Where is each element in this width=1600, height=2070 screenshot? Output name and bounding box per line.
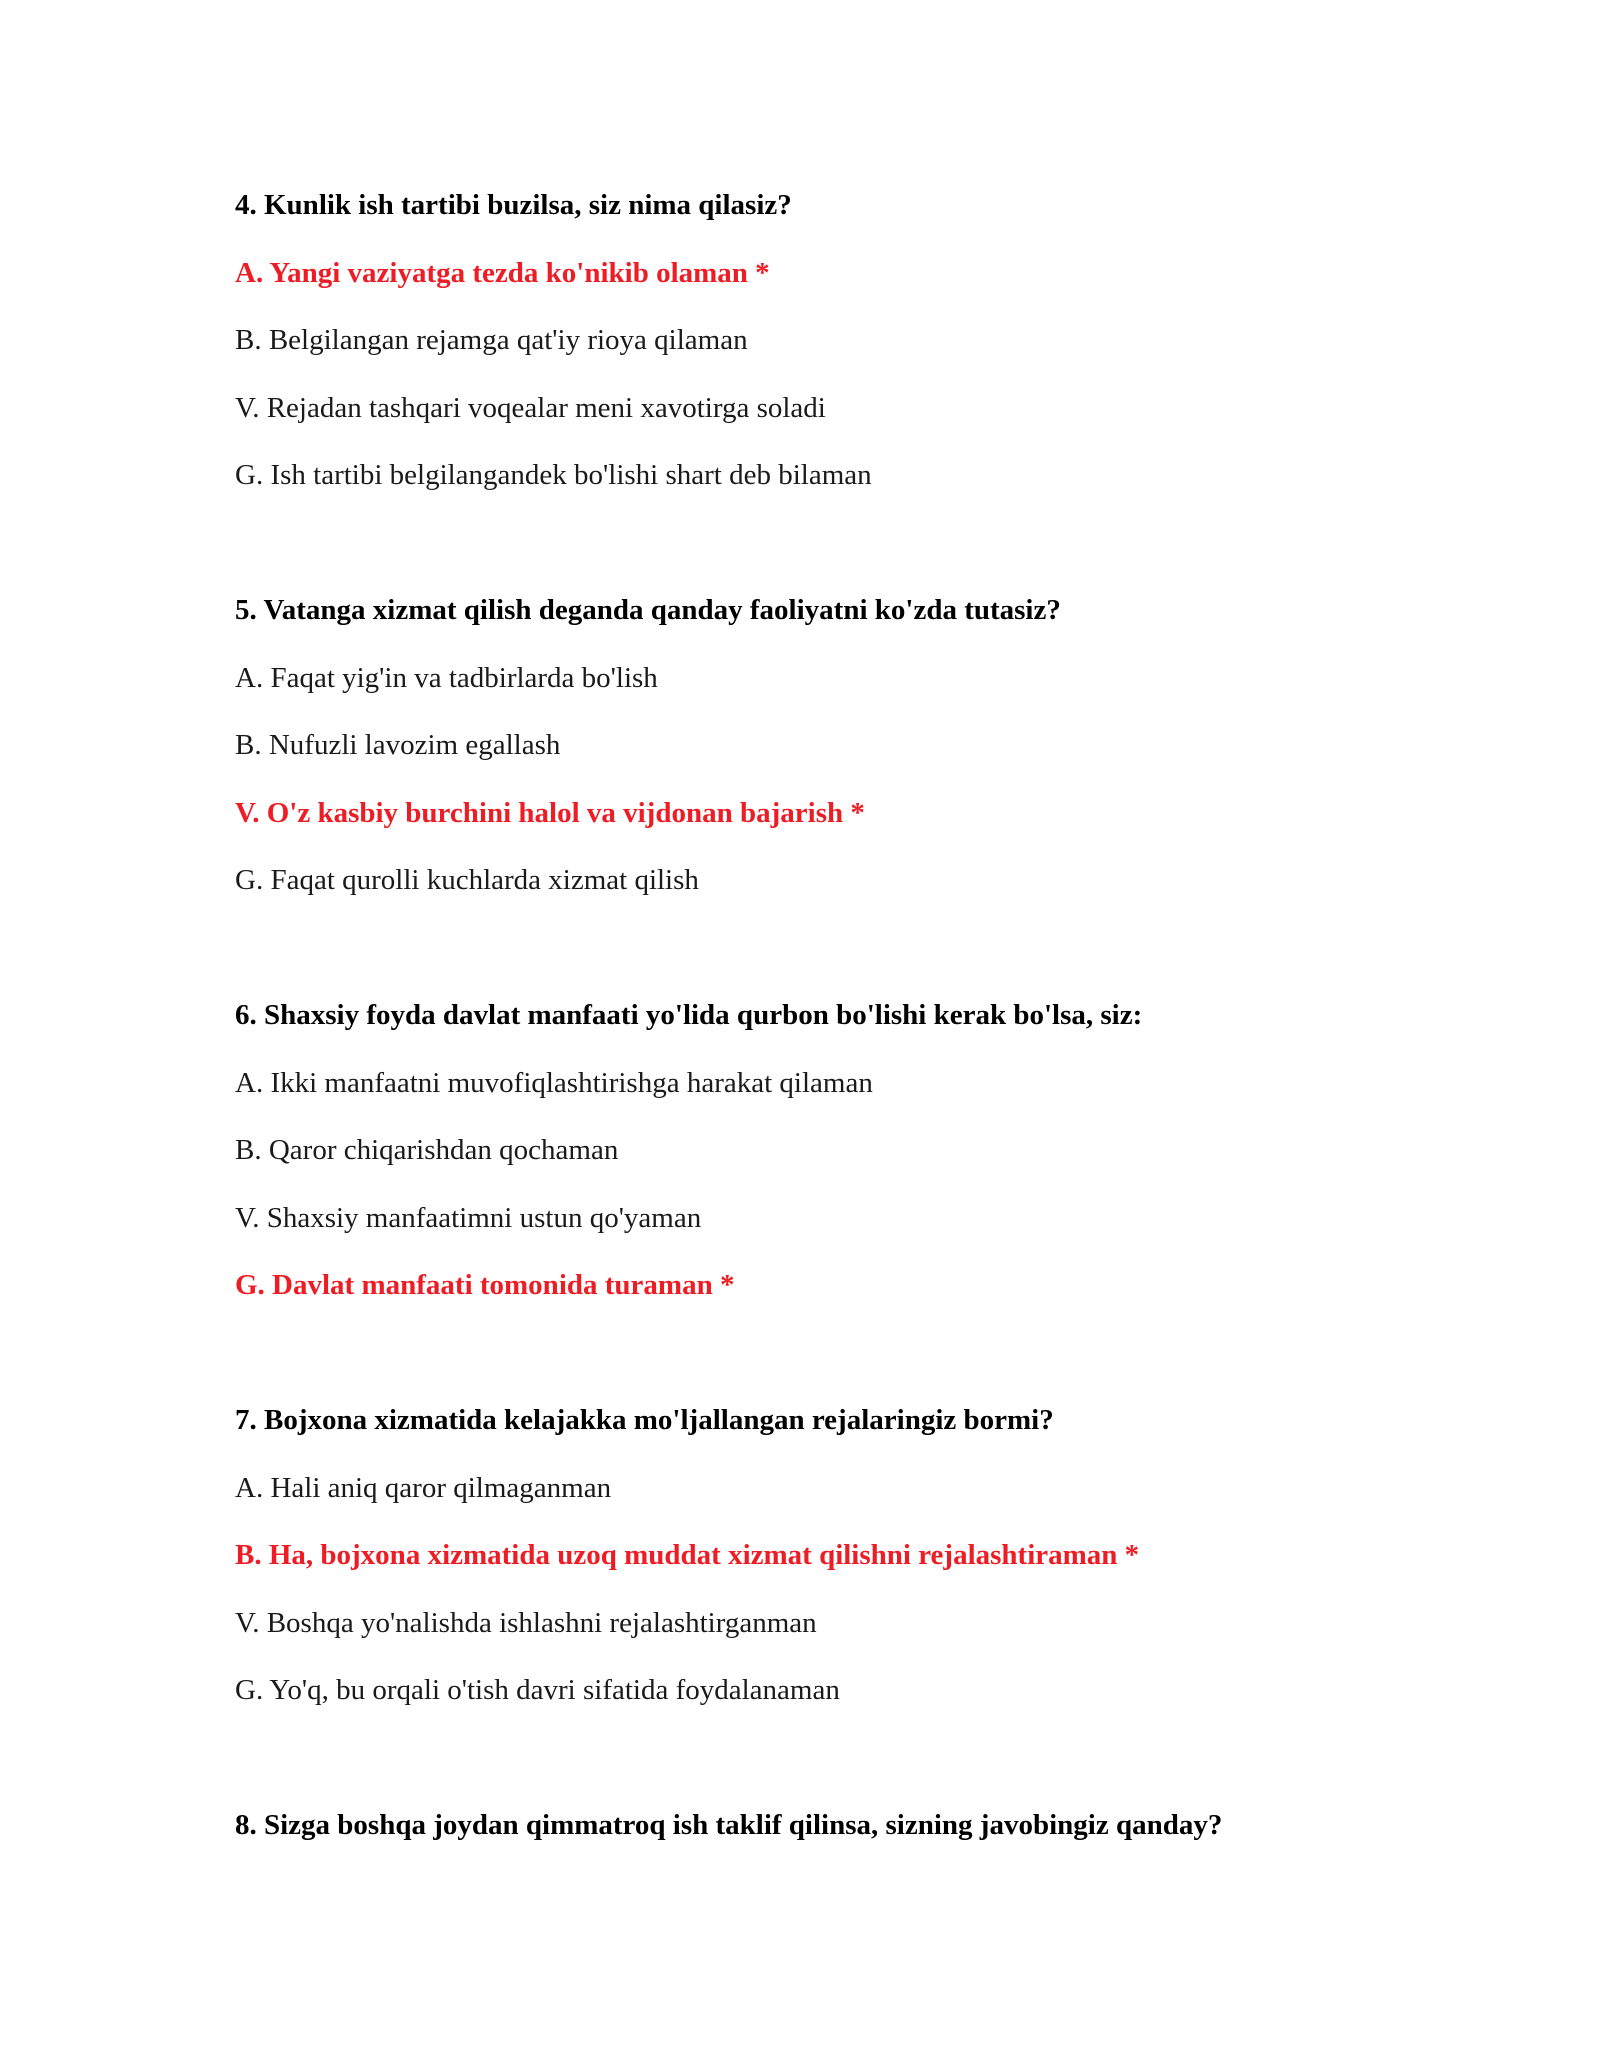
option: G. Ish tartibi belgilangandek bo'lishi shart deb bilaman	[235, 459, 872, 491]
option-correct: V. O'z kasbiy burchini halol va vijdonan bajarish *	[235, 796, 865, 829]
option: V. Rejadan tashqari voqealar meni xavotirga soladi	[235, 391, 826, 424]
option: B. Nufuzli lavozim egallash	[235, 729, 561, 761]
option: V. Boshqa yo'nalishda ishlashni rejalashtirganman	[235, 1606, 817, 1639]
question-title: 8. Sizga boshqa joydan qimmatroq ish taklif qilinsa, sizning javobingiz qanday?	[235, 1809, 1223, 1841]
option: B. Belgilangan rejamga qat'iy rioya qilaman	[235, 324, 748, 356]
question-block-5	[235, 577, 1435, 915]
option: A. Hali aniq qaror qilmaganman	[235, 1471, 612, 1504]
question-title: 6. Shaxsiy foyda davlat manfaati yo'lida qurbon bo'lishi kerak bo'lsa, siz:	[235, 999, 1143, 1031]
question-block-6	[235, 982, 1435, 1320]
question-block-4	[235, 172, 1435, 510]
option-correct: A. Yangi vaziyatga tezda ko'nikib olaman *	[235, 256, 770, 289]
option-correct: G. Davlat manfaati tomonida turaman *	[235, 1269, 735, 1301]
question-block-8	[235, 1792, 1435, 1860]
option: G. Yo'q, bu orqali o'tish davri sifatida foydalanaman	[235, 1674, 840, 1706]
option: B. Qaror chiqarishdan qochaman	[235, 1134, 619, 1166]
question-block-7	[235, 1387, 1435, 1725]
option-correct: B. Ha, bojxona xizmatida uzoq muddat xizmat qilishni rejalashtiraman *	[235, 1539, 1140, 1571]
question-title: 5. Vatanga xizmat qilish deganda qanday faoliyatni ko'zda tutasiz?	[235, 594, 1061, 626]
option: A. Ikki manfaatni muvofiqlashtirishga harakat qilaman	[235, 1066, 873, 1099]
option: V. Shaxsiy manfaatimni ustun qo'yaman	[235, 1201, 702, 1234]
question-title: 4. Kunlik ish tartibi buzilsa, siz nima qilasiz?	[235, 189, 792, 221]
option: A. Faqat yig'in va tadbirlarda bo'lish	[235, 661, 658, 694]
option: G. Faqat qurolli kuchlarda xizmat qilish	[235, 864, 699, 896]
question-title: 7. Bojxona xizmatida kelajakka mo'ljallangan rejalaringiz bormi?	[235, 1404, 1054, 1436]
